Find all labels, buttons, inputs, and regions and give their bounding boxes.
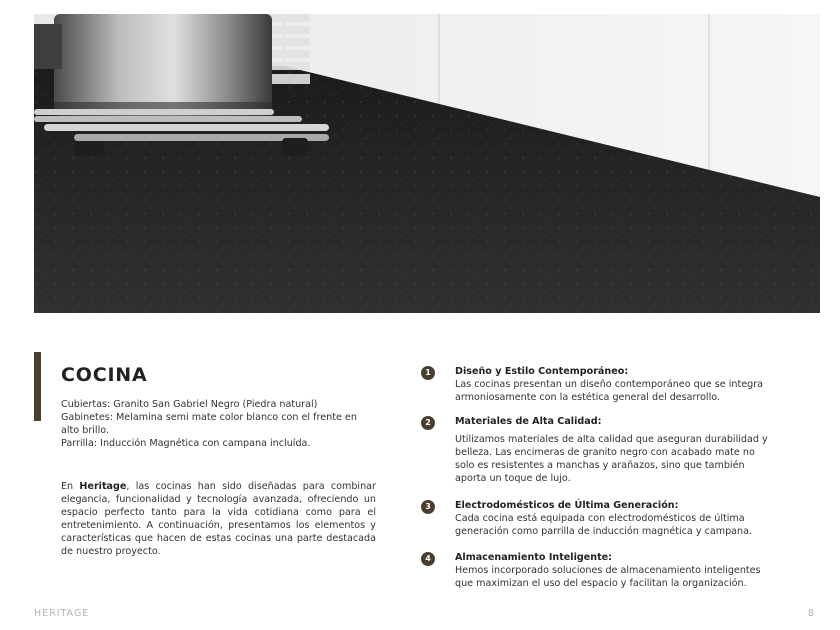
feature-title: Electrodomésticos de Última Generación: <box>455 500 679 511</box>
number-badge: 2 <box>421 416 435 430</box>
number-badge: 1 <box>421 366 435 380</box>
number-badge: 4 <box>421 552 435 566</box>
footer-brand: HERITAGE <box>34 608 90 619</box>
feature-text: Hemos incorporado soluciones de almacenamiento inteligentes que maximizan el uso del espacio y facilitan la organización. <box>455 565 761 589</box>
feature-title: Materiales de Alta Calidad: <box>455 416 602 427</box>
spec-cooktop: Parrilla: Inducción Magnética con campana incluída. <box>61 438 311 449</box>
feature-text: Cada cocina está equipada con electrodomésticos de última generación como parrilla de inducción magnética y campana. <box>455 513 753 537</box>
intro-prefix: En <box>61 481 80 492</box>
kitchen-countertop-photo <box>34 14 820 313</box>
page-number: 8 <box>807 608 814 619</box>
feature-text: Utilizamos materiales de alta calidad que aseguran durabilidad y belleza. Las encimeras de granito negro con acabado mate no solo es resistentes a manchas y arañazos, sino que también aporta un toque de lujo. <box>455 434 768 484</box>
spec-countertops: Cubiertas: Granito San Gabriel Negro (Piedra natural) <box>61 399 318 410</box>
spec-cabinets: Gabinetes: Melamina semi mate color blanco con el frente en alto brillo. <box>61 412 357 436</box>
page-title: COCINA <box>61 364 148 386</box>
intro-paragraph <box>61 480 376 558</box>
countertop-illustration <box>34 14 820 313</box>
spec-list <box>61 398 361 450</box>
feature-title: Diseño y Estilo Contemporáneo: <box>455 366 629 377</box>
accent-bar <box>34 352 41 421</box>
feature-text: Las cocinas presentan un diseño contemporáneo que se integra armoniosamente con la estética general del desarrollo. <box>455 379 764 403</box>
brand-name: Heritage <box>79 481 127 492</box>
number-badge: 3 <box>421 500 435 514</box>
feature-title: Almacenamiento Inteligente: <box>455 552 613 563</box>
intro-body: , las cocinas han sido diseñadas para combinar elegancia, funcionalidad y tecnología avanzada, ofreciendo un espacio perfecto tanto para la vida cotidiana como para el entretenimiento. A continuación, presentamos los elementos y características que hacen de estas cocinas una parte destacada de nuestro proyecto. <box>61 481 376 557</box>
